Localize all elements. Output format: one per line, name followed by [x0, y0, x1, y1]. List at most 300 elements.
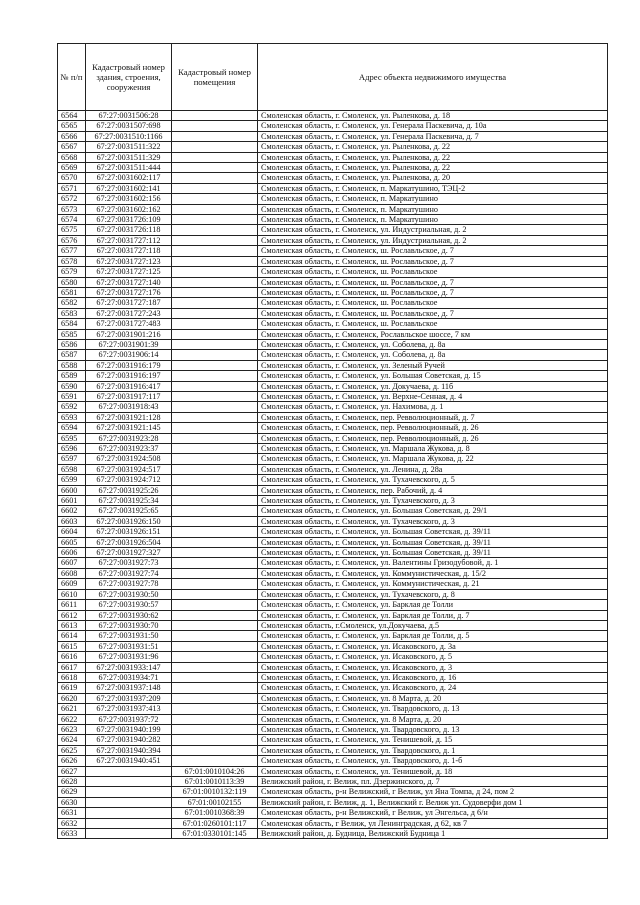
address-cell: Смоленская область, г. Смоленск, п. Маркатушино: [258, 204, 608, 214]
row-number: 6603: [58, 516, 86, 526]
building-cadastral-number: 67:27:0031901:39: [86, 339, 172, 349]
premises-cadastral-number: [172, 745, 258, 755]
table-row: [58, 381, 608, 391]
table-row: [58, 496, 608, 506]
table-row: [58, 787, 608, 797]
address-cell: Смоленская область, г. Смоленск, ул. Рыленкова, д. 20: [258, 173, 608, 183]
address-cell: Смоленская область, г. Смоленск, ул. Тухачевского, д. 8: [258, 589, 608, 599]
address-cell: Смоленская область, г. Смоленск, ш. Рославльское, д. 7: [258, 308, 608, 318]
table-row: [58, 121, 608, 131]
building-cadastral-number: 67:27:0031727:125: [86, 267, 172, 277]
premises-cadastral-number: [172, 339, 258, 349]
building-cadastral-number: 67:27:0031923:37: [86, 444, 172, 454]
table-row: [58, 516, 608, 526]
address-cell: Смоленская область, г. Смоленск, ул. Твардовского, д. 1: [258, 745, 608, 755]
address-cell: Смоленская область, г. Смоленск, ул. Ленина, д. 28а: [258, 464, 608, 474]
row-number: 6580: [58, 277, 86, 287]
address-cell: Смоленская область, г. Смоленск, ул. Рыленкова, д. 22: [258, 152, 608, 162]
table-row: [58, 433, 608, 443]
table-row: [58, 360, 608, 370]
address-cell: Смоленская область, г. Смоленск, ш. Рославльское, д. 7: [258, 287, 608, 297]
table-row: [58, 277, 608, 287]
building-cadastral-number: 67:27:0031510:1166: [86, 131, 172, 141]
row-number: 6621: [58, 704, 86, 714]
premises-cadastral-number: [172, 683, 258, 693]
building-cadastral-number: 67:27:0031726:118: [86, 225, 172, 235]
address-cell: Смоленская область, г. Смоленск, ул. Маршала Жукова, д. 8: [258, 444, 608, 454]
premises-cadastral-number: 67:01:0010368:39: [172, 808, 258, 818]
address-cell: Смоленская область, г. Смоленск, ул. Индустриальная, д. 2: [258, 235, 608, 245]
address-cell: Смоленская область, г. Смоленск, Рославльское шоссе, 7 км: [258, 329, 608, 339]
building-cadastral-number: 67:27:0031930:57: [86, 600, 172, 610]
premises-cadastral-number: [172, 371, 258, 381]
table-row: [58, 475, 608, 485]
table-row: [58, 724, 608, 734]
row-number: 6593: [58, 412, 86, 422]
premises-cadastral-number: [172, 235, 258, 245]
building-cadastral-number: 67:27:0031924:517: [86, 464, 172, 474]
premises-cadastral-number: [172, 194, 258, 204]
row-number: 6629: [58, 787, 86, 797]
table-row: [58, 267, 608, 277]
premises-cadastral-number: [172, 558, 258, 568]
premises-cadastral-number: [172, 475, 258, 485]
address-cell: Смоленская область, г. Смоленск, ул. Докучаева, д. 11б: [258, 381, 608, 391]
table-row: [58, 704, 608, 714]
building-cadastral-number: 67:27:0031937:413: [86, 704, 172, 714]
row-number: 6579: [58, 267, 86, 277]
premises-cadastral-number: [172, 444, 258, 454]
address-cell: Смоленская область, г. Смоленск, ул. Соболева, д. 8а: [258, 350, 608, 360]
building-cadastral-number: 67:27:0031727:118: [86, 246, 172, 256]
address-cell: Смоленская область, г. Смоленск, ул. Тенишевой, д. 15: [258, 735, 608, 745]
table-row: [58, 371, 608, 381]
row-number: 6619: [58, 683, 86, 693]
row-number: 6578: [58, 256, 86, 266]
address-cell: Смоленская область, г. Смоленск, ш. Рославльское, д. 7: [258, 256, 608, 266]
building-cadastral-number: 67:27:0031727:112: [86, 235, 172, 245]
premises-cadastral-number: [172, 579, 258, 589]
premises-cadastral-number: [172, 350, 258, 360]
building-cadastral-number: 67:27:0031940:394: [86, 745, 172, 755]
table-row: [58, 641, 608, 651]
header-building-cadastral: Кадастровый номер здания, строения, сооружения: [86, 44, 172, 111]
row-number: 6632: [58, 818, 86, 828]
building-cadastral-number: 67:27:0031916:179: [86, 360, 172, 370]
address-cell: Смоленская область, г. Смоленск, ул. Барклая де Толли, д. 5: [258, 631, 608, 641]
address-cell: Смоленская область, г. Смоленск, ул. Большая Советская, д. 39/11: [258, 548, 608, 558]
building-cadastral-number: 67:27:0031937:209: [86, 693, 172, 703]
premises-cadastral-number: [172, 215, 258, 225]
address-cell: Смоленская область, г. Смоленск, п. Маркатушино: [258, 215, 608, 225]
row-number: 6602: [58, 506, 86, 516]
premises-cadastral-number: 67:01:0010104:26: [172, 766, 258, 776]
table-row: [58, 287, 608, 297]
building-cadastral-number: 67:27:0031940:199: [86, 724, 172, 734]
row-number: 6631: [58, 808, 86, 818]
address-cell: Смоленская область, р-н Велижский, г Велиж, ул Яна Томпа, д 24, пом 2: [258, 787, 608, 797]
building-cadastral-number: 67:27:0031924:712: [86, 475, 172, 485]
building-cadastral-number: 67:27:0031921:145: [86, 423, 172, 433]
row-number: 6623: [58, 724, 86, 734]
premises-cadastral-number: [172, 516, 258, 526]
premises-cadastral-number: [172, 496, 258, 506]
table-row: [58, 693, 608, 703]
table-body: [58, 111, 608, 839]
building-cadastral-number: 67:27:0031930:50: [86, 589, 172, 599]
premises-cadastral-number: [172, 225, 258, 235]
address-cell: Смоленская область, г. Смоленск, ул. Тухачевского, д. 5: [258, 475, 608, 485]
premises-cadastral-number: [172, 152, 258, 162]
row-number: 6628: [58, 777, 86, 787]
row-number: 6583: [58, 308, 86, 318]
table-row: [58, 412, 608, 422]
address-cell: Смоленская область, г. Смоленск, п. Маркатушино, ТЭЦ-2: [258, 183, 608, 193]
row-number: 6597: [58, 454, 86, 464]
property-register-table: [57, 43, 608, 839]
row-number: 6582: [58, 298, 86, 308]
premises-cadastral-number: [172, 600, 258, 610]
premises-cadastral-number: [172, 724, 258, 734]
premises-cadastral-number: [172, 308, 258, 318]
table-row: [58, 350, 608, 360]
row-number: 6591: [58, 391, 86, 401]
premises-cadastral-number: [172, 506, 258, 516]
table-row: [58, 672, 608, 682]
row-number: 6614: [58, 631, 86, 641]
row-number: 6604: [58, 527, 86, 537]
row-number: 6575: [58, 225, 86, 235]
building-cadastral-number: 67:27:0031727:243: [86, 308, 172, 318]
building-cadastral-number: [86, 818, 172, 828]
table-row: [58, 735, 608, 745]
address-cell: Смоленская область, г. Смоленск, ул. Исаковского, д. 3а: [258, 641, 608, 651]
table-row: [58, 423, 608, 433]
table-row: [58, 339, 608, 349]
address-cell: Смоленская область, г. Смоленск, ул. Валентины Гризодубовой, д. 1: [258, 558, 608, 568]
address-cell: Велижский район, г. Велиж, пл. Дзержинского, д. 7: [258, 777, 608, 787]
building-cadastral-number: 67:27:0031727:176: [86, 287, 172, 297]
table-row: [58, 808, 608, 818]
address-cell: Смоленская область, г. Смоленск, ул. Исаковского, д. 24: [258, 683, 608, 693]
row-number: 6573: [58, 204, 86, 214]
row-number: 6612: [58, 610, 86, 620]
premises-cadastral-number: [172, 433, 258, 443]
row-number: 6622: [58, 714, 86, 724]
row-number: 6630: [58, 797, 86, 807]
premises-cadastral-number: [172, 256, 258, 266]
building-cadastral-number: 67:27:0031927:78: [86, 579, 172, 589]
table-row: [58, 610, 608, 620]
table-row: [58, 600, 608, 610]
building-cadastral-number: 67:27:0031925:26: [86, 485, 172, 495]
table-row: [58, 745, 608, 755]
table-row: [58, 183, 608, 193]
register-sheet: [57, 43, 607, 839]
address-cell: Смоленская область, г. Смоленск, ул. 8 Марта, д. 20: [258, 693, 608, 703]
premises-cadastral-number: [172, 204, 258, 214]
premises-cadastral-number: [172, 537, 258, 547]
row-number: 6605: [58, 537, 86, 547]
building-cadastral-number: 67:27:0031927:327: [86, 548, 172, 558]
row-number: 6608: [58, 568, 86, 578]
premises-cadastral-number: [172, 548, 258, 558]
row-number: 6588: [58, 360, 86, 370]
row-number: 6609: [58, 579, 86, 589]
premises-cadastral-number: 67:01:0330101:145: [172, 829, 258, 839]
building-cadastral-number: 67:27:0031511:329: [86, 152, 172, 162]
building-cadastral-number: 67:27:0031727:187: [86, 298, 172, 308]
building-cadastral-number: 67:27:0031940:451: [86, 756, 172, 766]
row-number: 6633: [58, 829, 86, 839]
table-row: [58, 506, 608, 516]
premises-cadastral-number: [172, 246, 258, 256]
address-cell: Смоленская область, г. Смоленск, пер. Ревволюционный, д. 26: [258, 423, 608, 433]
row-number: 6566: [58, 131, 86, 141]
address-cell: Смоленская область, г. Смоленск, ул. Твардовского, д. 13: [258, 704, 608, 714]
address-cell: Смоленская область, г. Смоленск, ул. Маршала Жукова, д. 22: [258, 454, 608, 464]
building-cadastral-number: 67:27:0031506:28: [86, 111, 172, 121]
header-address: Адрес объекта недвижимого имущества: [258, 44, 608, 111]
premises-cadastral-number: [172, 714, 258, 724]
address-cell: Смоленская область, г. Смоленск, ул. Индустриальная, д. 2: [258, 225, 608, 235]
table-row: [58, 391, 608, 401]
building-cadastral-number: 67:27:0031602:162: [86, 204, 172, 214]
address-cell: Смоленская область, г. Смоленск, ул. Барклая де Толли: [258, 600, 608, 610]
table-row: [58, 319, 608, 329]
premises-cadastral-number: [172, 360, 258, 370]
row-number: 6607: [58, 558, 86, 568]
table-row: [58, 163, 608, 173]
row-number: 6600: [58, 485, 86, 495]
building-cadastral-number: 67:27:0031925:34: [86, 496, 172, 506]
header-number: № п/п: [58, 44, 86, 111]
building-cadastral-number: 67:27:0031930:62: [86, 610, 172, 620]
row-number: 6587: [58, 350, 86, 360]
row-number: 6601: [58, 496, 86, 506]
address-cell: Смоленская область, г. Смоленск, ул. Тухачевского, д. 3: [258, 496, 608, 506]
table-row: [58, 204, 608, 214]
address-cell: Велижский район, д. Будница, Велижский Будница 1: [258, 829, 608, 839]
premises-cadastral-number: [172, 131, 258, 141]
address-cell: Смоленская область, г. Смоленск, ул. Верхне-Сенная, д. 4: [258, 391, 608, 401]
table-row: [58, 662, 608, 672]
premises-cadastral-number: [172, 142, 258, 152]
table-row: [58, 235, 608, 245]
building-cadastral-number: 67:27:0031931:50: [86, 631, 172, 641]
building-cadastral-number: 67:27:0031937:72: [86, 714, 172, 724]
premises-cadastral-number: [172, 423, 258, 433]
premises-cadastral-number: [172, 412, 258, 422]
table-row: [58, 246, 608, 256]
address-cell: Смоленская область, г. Смоленск, ул. 8 Марта, д. 20: [258, 714, 608, 724]
premises-cadastral-number: [172, 527, 258, 537]
row-number: 6626: [58, 756, 86, 766]
premises-cadastral-number: 67:01:00102155: [172, 797, 258, 807]
row-number: 6577: [58, 246, 86, 256]
table-row: [58, 683, 608, 693]
building-cadastral-number: 67:27:0031927:73: [86, 558, 172, 568]
premises-cadastral-number: [172, 381, 258, 391]
table-row: [58, 402, 608, 412]
table-row: [58, 225, 608, 235]
table-row: [58, 766, 608, 776]
premises-cadastral-number: 67:01:0010132:119: [172, 787, 258, 797]
address-cell: Смоленская область, г. Смоленск, ш. Рославльское, д. 7: [258, 246, 608, 256]
row-number: 6620: [58, 693, 86, 703]
table-row: [58, 444, 608, 454]
table-row: [58, 454, 608, 464]
address-cell: Смоленская область, г. Смоленск, ш. Рославльское, д. 7: [258, 277, 608, 287]
table-row: [58, 527, 608, 537]
row-number: 6586: [58, 339, 86, 349]
row-number: 6596: [58, 444, 86, 454]
building-cadastral-number: 67:27:0031727:483: [86, 319, 172, 329]
building-cadastral-number: 67:27:0031930:70: [86, 620, 172, 630]
building-cadastral-number: 67:27:0031934:71: [86, 672, 172, 682]
building-cadastral-number: 67:27:0031921:128: [86, 412, 172, 422]
address-cell: Смоленская область, г. Смоленск, пер. Ревволюционный, д. 26: [258, 433, 608, 443]
table-row: [58, 298, 608, 308]
address-cell: Смоленская область, г. Смоленск, ул. Исаковского, д. 3: [258, 662, 608, 672]
building-cadastral-number: 67:27:0031927:74: [86, 568, 172, 578]
address-cell: Велижский район, г. Велиж, д. 1, Велижский г. Велиж ул. Судоверфи дом 1: [258, 797, 608, 807]
premises-cadastral-number: [172, 610, 258, 620]
building-cadastral-number: 67:27:0031940:282: [86, 735, 172, 745]
building-cadastral-number: 67:27:0031931:96: [86, 652, 172, 662]
row-number: 6595: [58, 433, 86, 443]
table-row: [58, 464, 608, 474]
premises-cadastral-number: [172, 735, 258, 745]
premises-cadastral-number: [172, 704, 258, 714]
address-cell: Смоленская область, г.Смоленск, ул.Докучаева, д.5: [258, 620, 608, 630]
premises-cadastral-number: [172, 485, 258, 495]
premises-cadastral-number: [172, 391, 258, 401]
table-row: [58, 756, 608, 766]
row-number: 6627: [58, 766, 86, 776]
table-row: [58, 797, 608, 807]
row-number: 6576: [58, 235, 86, 245]
table-row: [58, 652, 608, 662]
building-cadastral-number: 67:27:0031926:151: [86, 527, 172, 537]
row-number: 6625: [58, 745, 86, 755]
building-cadastral-number: 67:27:0031937:148: [86, 683, 172, 693]
row-number: 6624: [58, 735, 86, 745]
table-row: [58, 537, 608, 547]
building-cadastral-number: [86, 808, 172, 818]
table-row: [58, 714, 608, 724]
row-number: 6613: [58, 620, 86, 630]
building-cadastral-number: 67:27:0031507:698: [86, 121, 172, 131]
row-number: 6590: [58, 381, 86, 391]
row-number: 6569: [58, 163, 86, 173]
address-cell: Смоленская область, г. Смоленск, ул. Твардовского, д. 1-б: [258, 756, 608, 766]
premises-cadastral-number: [172, 121, 258, 131]
address-cell: Смоленская область, г. Смоленск, ш. Рославльское: [258, 267, 608, 277]
table-row: [58, 152, 608, 162]
table-row: [58, 558, 608, 568]
address-cell: Смоленская область, г. Смоленск, ул. Генерала Паскевича, д. 7: [258, 131, 608, 141]
building-cadastral-number: 67:27:0031602:156: [86, 194, 172, 204]
table-row: [58, 818, 608, 828]
premises-cadastral-number: [172, 111, 258, 121]
row-number: 6581: [58, 287, 86, 297]
row-number: 6570: [58, 173, 86, 183]
building-cadastral-number: 67:27:0031925:65: [86, 506, 172, 516]
row-number: 6618: [58, 672, 86, 682]
building-cadastral-number: 67:27:0031901:216: [86, 329, 172, 339]
row-number: 6574: [58, 215, 86, 225]
premises-cadastral-number: [172, 402, 258, 412]
address-cell: Смоленская область, г. Смоленск, ул. Большая Советская, д. 39/11: [258, 537, 608, 547]
row-number: 6567: [58, 142, 86, 152]
address-cell: Смоленская область, г. Смоленск, ш. Рославльское: [258, 298, 608, 308]
building-cadastral-number: 67:27:0031923:28: [86, 433, 172, 443]
address-cell: Смоленская область, г Велиж, ул Ленинградская, д 62, кв 7: [258, 818, 608, 828]
building-cadastral-number: 67:27:0031917:117: [86, 391, 172, 401]
table-row: [58, 620, 608, 630]
building-cadastral-number: [86, 766, 172, 776]
premises-cadastral-number: [172, 693, 258, 703]
row-number: 6585: [58, 329, 86, 339]
address-cell: Смоленская область, г. Смоленск, ул. Барклая де Толли, д. 7: [258, 610, 608, 620]
table-row: [58, 777, 608, 787]
premises-cadastral-number: [172, 631, 258, 641]
table-row: [58, 308, 608, 318]
building-cadastral-number: [86, 777, 172, 787]
row-number: 6589: [58, 371, 86, 381]
premises-cadastral-number: [172, 298, 258, 308]
address-cell: Смоленская область, г. Смоленск, ул. Большая Советская, д. 39/11: [258, 527, 608, 537]
row-number: 6572: [58, 194, 86, 204]
row-number: 6584: [58, 319, 86, 329]
address-cell: Смоленская область, г. Смоленск, ул. Коммунистическая, д. 21: [258, 579, 608, 589]
address-cell: Смоленская область, г. Смоленск, ул. Рыленкова, д. 22: [258, 163, 608, 173]
building-cadastral-number: 67:27:0031906:14: [86, 350, 172, 360]
row-number: 6610: [58, 589, 86, 599]
row-number: 6564: [58, 111, 86, 121]
table-row: [58, 131, 608, 141]
address-cell: Смоленская область, г. Смоленск, ул. Рыленкова, д. 18: [258, 111, 608, 121]
address-cell: Смоленская область, г. Смоленск, ул. Тенишевой, д. 18: [258, 766, 608, 776]
row-number: 6616: [58, 652, 86, 662]
premises-cadastral-number: [172, 652, 258, 662]
building-cadastral-number: 67:27:0031602:141: [86, 183, 172, 193]
address-cell: Смоленская область, г. Смоленск, ул. Рыленкова, д. 22: [258, 142, 608, 152]
table-row: [58, 142, 608, 152]
premises-cadastral-number: [172, 163, 258, 173]
table-row: [58, 631, 608, 641]
row-number: 6615: [58, 641, 86, 651]
premises-cadastral-number: [172, 464, 258, 474]
address-cell: Смоленская область, г. Смоленск, ул. Твардовского, д. 13: [258, 724, 608, 734]
premises-cadastral-number: [172, 267, 258, 277]
premises-cadastral-number: 67:01:0010113:39: [172, 777, 258, 787]
building-cadastral-number: 67:27:0031926:504: [86, 537, 172, 547]
address-cell: Смоленская область, г. Смоленск, п. Маркатушино: [258, 194, 608, 204]
table-row: [58, 548, 608, 558]
building-cadastral-number: [86, 797, 172, 807]
row-number: 6592: [58, 402, 86, 412]
address-cell: Смоленская область, г. Смоленск, ул. Коммунистическая, д. 15/2: [258, 568, 608, 578]
building-cadastral-number: 67:27:0031933:147: [86, 662, 172, 672]
row-number: 6598: [58, 464, 86, 474]
table-header-row: [58, 44, 608, 111]
premises-cadastral-number: [172, 620, 258, 630]
address-cell: Смоленская область, г. Смоленск, пер. Ревволюционный, д. 7: [258, 412, 608, 422]
address-cell: Смоленская область, г. Смоленск, ул. Соболева, д. 8а: [258, 339, 608, 349]
premises-cadastral-number: 67:01:0260101:117: [172, 818, 258, 828]
